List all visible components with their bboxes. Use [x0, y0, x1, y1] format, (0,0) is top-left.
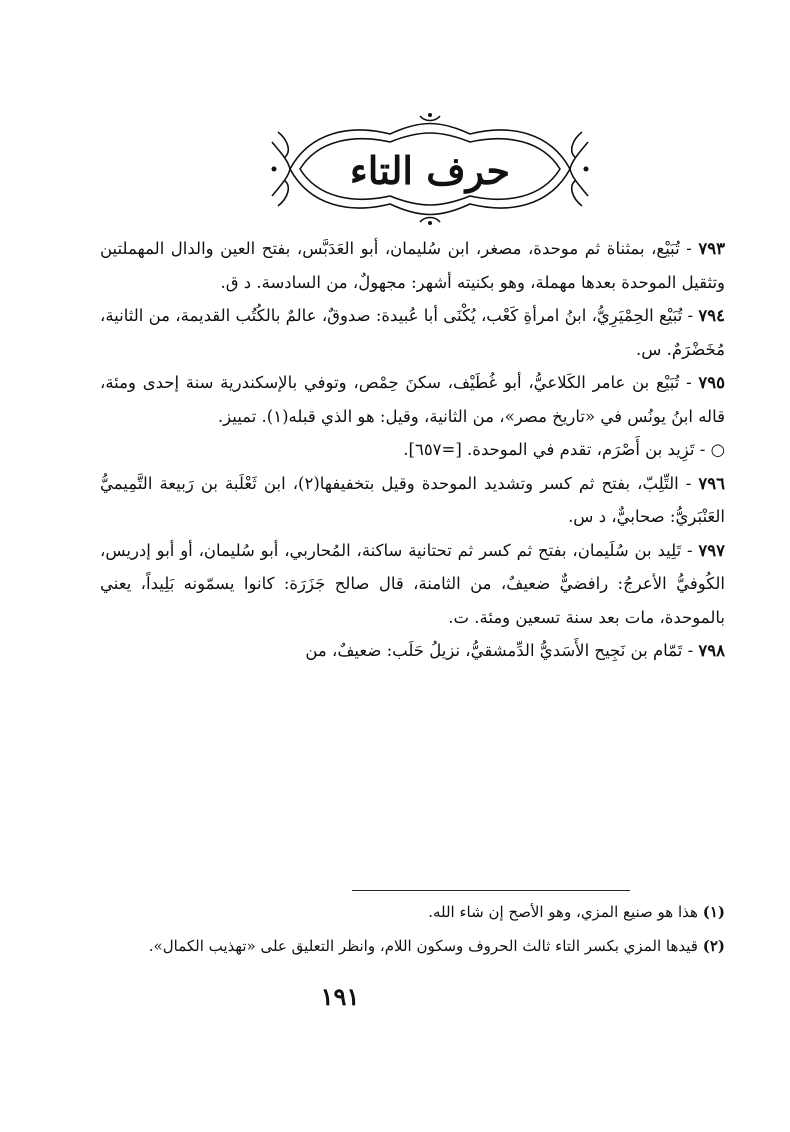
entry-number: ٧٩٦: [698, 473, 725, 493]
entry-text: تُبَيْع الحِمْيَرِيُّ، ابنُ امرأةِ كَعْب، يُكْنَى أبا عُبيدة: صدوقٌ، عالمٌ بالكُتُب القديمة، من الثانية، مُخَضْرَمٌ. س.: [100, 306, 725, 359]
footnote-number: (١): [702, 903, 725, 921]
entry-number: ٧٩٧: [698, 540, 725, 560]
entry-795: ٧٩٥ - تُبَيْع بن عامر الكَلاعيُّ، أبو غُطَيْف، سكنَ حِمْص، وتوفي بالإسكندرية سنة إحدى ومئة، قاله ابنُ يونُس في «تاريخ مصر»، من الثانية، وقيل: هو الذي قبله(١). تمييز.: [100, 373, 725, 426]
footnote-text: هذا هو صنيع المزي، وهو الأصح إن شاء الله.: [428, 903, 698, 921]
entry-number: ٧٩٥: [698, 373, 725, 392]
cross-reference-entry: ○ - تَزِيد بن أَصْرَم، تقدم في الموحدة. [=٦٥٧].: [403, 440, 725, 459]
footnote-number: (٢): [702, 937, 725, 955]
footnote: [100, 929, 725, 963]
chapter-header: [270, 112, 590, 227]
footnotes: [100, 895, 725, 963]
entry-marker: ○: [710, 440, 725, 459]
entries-body: [100, 232, 725, 668]
entry-797: ٧٩٧ - تَلِيد بن سُلَيمان، بفتح ثم كسر ثم تحتانية ساكنة، المُحاربي، أبو سُليمان، أو أبو إدريس، الكُوفيُّ الأعرجُ: رافضيٌّ ضعيفٌ، من الثامنة، قال صالح جَزَرَة: كانوا يسمّونه بَلِيداً، يعني بالموحدة، مات بعد سنة تسعين ومئة. ت.: [100, 540, 725, 627]
entry-796: ٧٩٦ - التِّلِبّ، بفتح ثم كسر وتشديد الموحدة وقيل بتخفيفها(٢)، ابن ثَعْلَبة بن رَبيعة التَّمِيميُّ العَنْبَريُّ: صحابيٌّ، د س.: [100, 473, 725, 526]
entry-text: تَزِيد بن أَصْرَم، تقدم في الموحدة. [=٦٥٧].: [403, 440, 695, 459]
entry-number: ٧٩٨: [698, 641, 725, 660]
entry-794: ٧٩٤ - تُبَيْع الحِمْيَرِيُّ، ابنُ امرأةِ كَعْب، يُكْنَى أبا عُبيدة: صدوقٌ، عالمٌ بالكُتُب القديمة، من الثانية، مُخَضْرَمٌ. س.: [100, 306, 725, 359]
entry-text: التِّلِبّ، بفتح ثم كسر وتشديد الموحدة وقيل بتخفيفها(٢)، ابن ثَعْلَبة بن رَبيعة التَّمِيميُّ العَنْبَريُّ: صحابيٌّ، د س.: [100, 473, 725, 526]
entry-text: تُبَيْع، بمثناة ثم موحدة، مصغر، ابن سُليمان، أبو العَدَبَّس، بفتح العين والدال المهملتين وتثقيل الموحدة بعدها مهملة، وهو بكنيته أشهر: مجهولٌ، من السادسة. د ق.: [100, 239, 725, 292]
page-number: ١٩١: [320, 982, 360, 1011]
footnote-separator: [352, 890, 630, 891]
entry-number: ٧٩٣: [698, 239, 725, 258]
entry-text: تَلِيد بن سُلَيمان، بفتح ثم كسر ثم تحتانية ساكنة، المُحاربي، أبو سُليمان، أو أبو إدريس، الكُوفيُّ الأعرجُ: رافضيٌّ ضعيفٌ، من الثامنة، قال صالح جَزَرَة: كانوا يسمّونه بَلِيداً، يعني بالموحدة، مات بعد سنة تسعين ومئة. ت.: [100, 540, 725, 627]
entry-798: ٧٩٨ - تَمّام بن نَجِيح الأَسَديُّ الدِّمشقيُّ، نزيلُ حَلَب: ضعيفٌ، من: [305, 641, 725, 660]
entry-793: ٧٩٣ - تُبَيْع، بمثناة ثم موحدة، مصغر، ابن سُليمان، أبو العَدَبَّس، بفتح العين والدال المهملتين وتثقيل الموحدة بعدها مهملة، وهو بكنيته أشهر: مجهولٌ، من السادسة. د ق.: [100, 239, 725, 292]
footnote-text: قيدها المزي بكسر التاء ثالث الحروف وسكون اللام، وانظر التعليق على «تهذيب الكمال».: [148, 937, 698, 955]
entry-text: تُبَيْع بن عامر الكَلاعيُّ، أبو غُطَيْف، سكنَ حِمْص، وتوفي بالإسكندرية سنة إحدى ومئة، قاله ابنُ يونُس في «تاريخ مصر»، من الثانية، وقيل: هو الذي قبله(١). تمييز.: [100, 373, 725, 426]
chapter-title: حرف التاء: [349, 148, 511, 193]
entry-text: تَمّام بن نَجِيح الأَسَديُّ الدِّمشقيُّ، نزيلُ حَلَب: ضعيفٌ، من: [305, 641, 683, 660]
footnote: [100, 895, 725, 929]
entry-number: ٧٩٤: [698, 306, 725, 325]
